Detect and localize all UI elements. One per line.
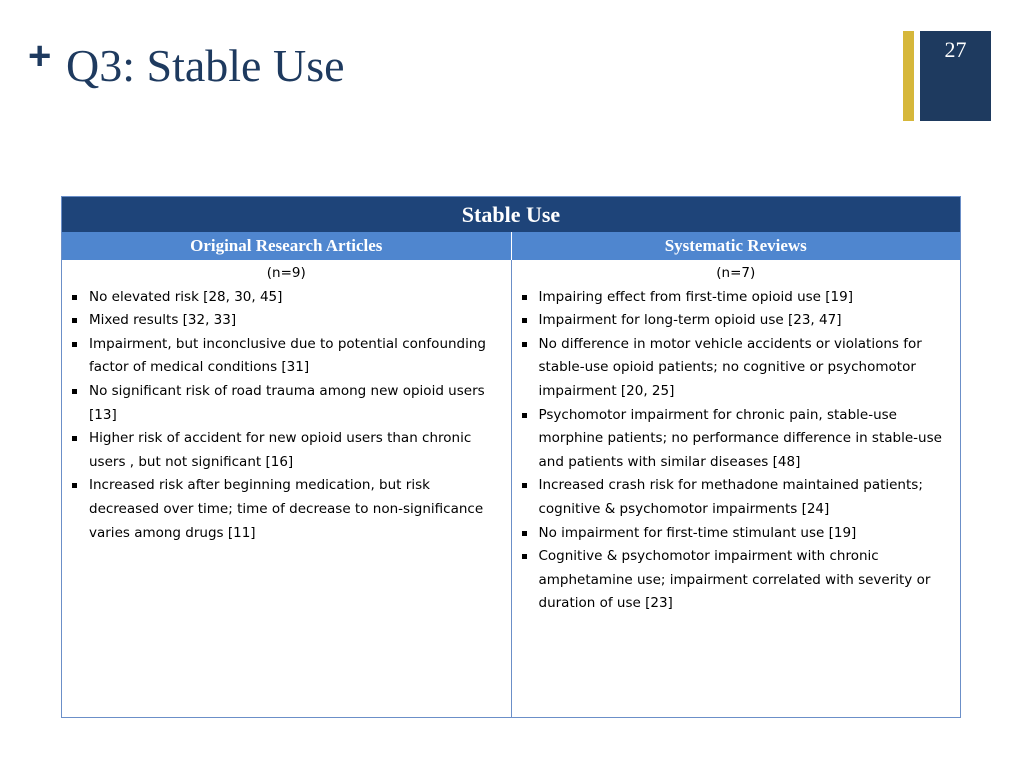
stable-use-table [61, 196, 961, 718]
list-item: Higher risk of accident for new opioid users than chronic users , but not significant [16] [70, 427, 503, 474]
list-item: Mixed results [32, 33] [70, 309, 503, 333]
list-item: No significant risk of road trauma among new opioid users [13] [70, 380, 503, 427]
findings-list [70, 286, 503, 546]
list-item: Increased risk after beginning medication, but risk decreased over time; time of decrease to non-significance varies among drugs [11] [70, 474, 503, 545]
table-header: Stable Use [62, 197, 960, 232]
table-body [62, 260, 960, 717]
findings-list [520, 286, 953, 616]
list-item: Increased crash risk for methadone maintained patients; cognitive & psychomotor impairments [24] [520, 474, 953, 521]
page-number: 27 [944, 37, 967, 62]
column-heading-systematic-reviews: Systematic Reviews [664, 236, 807, 255]
list-item: Cognitive & psychomotor impairment with chronic amphetamine use; impairment correlated with severity or duration of use [23] [520, 545, 953, 616]
list-item: Impairing effect from first-time opioid use [19] [520, 286, 953, 310]
list-item: No elevated risk [28, 30, 45] [70, 286, 503, 310]
page-number-box [920, 31, 991, 121]
list-item: Impairment, but inconclusive due to potential confounding factor of medical conditions [31] [70, 333, 503, 380]
sample-size: (n=7) [716, 265, 756, 281]
accent-bar [903, 31, 914, 121]
sample-size: (n=9) [266, 265, 306, 281]
slide-title: Q3: Stable Use [66, 40, 345, 91]
list-item: No difference in motor vehicle accidents or violations for stable-use opioid patients; no cognitive or psychomotor impairment [20, 25] [520, 333, 953, 404]
column-original-research [62, 260, 512, 717]
list-item: No impairment for first-time stimulant use [19] [520, 522, 953, 546]
list-item: Impairment for long-term opioid use [23, 47] [520, 309, 953, 333]
list-item: Psychomotor impairment for chronic pain, stable-use morphine patients; no performance difference in stable-use and patients with similar diseases [48] [520, 404, 953, 475]
column-heading-original-research: Original Research Articles [62, 232, 512, 260]
column-systematic-reviews [512, 260, 961, 717]
table-subheader-row [62, 232, 960, 260]
plus-icon: + [28, 34, 52, 78]
